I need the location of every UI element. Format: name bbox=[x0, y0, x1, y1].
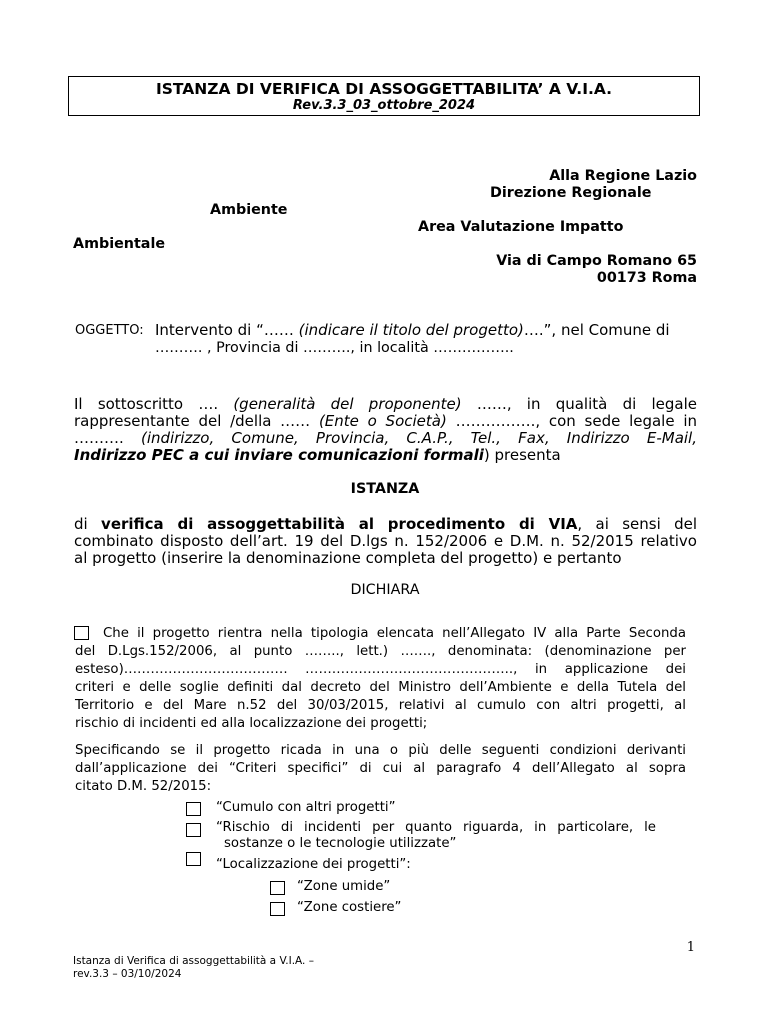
address-line-1: Alla Regione Lazio bbox=[549, 168, 697, 184]
criterio-cumulo-checkbox[interactable] bbox=[186, 802, 201, 816]
address-line-2: Direzione Regionale bbox=[490, 185, 652, 201]
proponente-line-3: ………. (indirizzo, Comune, Provincia, C.A.P., Tel., Fax, Indirizzo E-Mail, bbox=[74, 429, 697, 447]
criterio-localizzazione-label: “Localizzazione dei progetti”: bbox=[216, 857, 411, 872]
criterio-rischio-label-1: “Rischio di incidenti per quanto riguarda, in particolare, le bbox=[216, 820, 656, 835]
document-title: ISTANZA DI VERIFICA DI ASSOGGETTABILITA’ A V.I.A. bbox=[155, 80, 613, 98]
declaration-checkbox[interactable] bbox=[74, 626, 89, 640]
oggetto-line-1: Intervento di “…… (indicare il titolo del progetto)….”, nel Comune di bbox=[155, 321, 670, 339]
proponente-line-4: Indirizzo PEC a cui inviare comunicazioni formali) presenta bbox=[74, 446, 561, 464]
istanza-line-2: combinato disposto dell’art. 19 del D.lgs n. 152/2006 e D.M. n. 52/2015 relativo bbox=[74, 532, 697, 550]
istanza-line-3: al progetto (inserire la denominazione completa del progetto) e pertanto bbox=[74, 549, 622, 567]
zone-costiere-label: “Zone costiere” bbox=[297, 900, 402, 915]
footer-line-1: Istanza di Verifica di assoggettabilità a V.I.A. – bbox=[73, 955, 314, 967]
specificando-line-3: citato D.M. 52/2015: bbox=[75, 779, 212, 794]
criterio-rischio-checkbox[interactable] bbox=[186, 823, 201, 837]
address-line-4: Area Valutazione Impatto bbox=[418, 219, 624, 235]
address-line-3: Ambiente bbox=[210, 202, 288, 218]
criterio-rischio-label-2: sostanze o le tecnologie utilizzate” bbox=[224, 836, 457, 851]
document-revision: Rev.3.3_03_ottobre_2024 bbox=[292, 98, 476, 113]
declaration-line-5: Territorio e del Mare n.52 del 30/03/2015, relativi al cumulo con altri progetti, al bbox=[75, 698, 686, 713]
zone-umide-checkbox[interactable] bbox=[270, 881, 285, 895]
istanza-line-1: di verifica di assoggettabilità al procedimento di VIA, ai sensi del bbox=[74, 515, 698, 533]
zone-umide-label: “Zone umide” bbox=[297, 879, 391, 894]
declaration-line-1: Che il progetto rientra nella tipologia elencata nell’Allegato IV alla Parte Seconda bbox=[103, 626, 686, 641]
istanza-heading: ISTANZA bbox=[350, 481, 420, 497]
footer-line-2: rev.3.3 – 03/10/2024 bbox=[73, 968, 182, 980]
document-title-box bbox=[68, 76, 700, 116]
declaration-line-2: del D.Lgs.152/2006, al punto …….., lett.) ……., denominata: (denominazione per bbox=[75, 644, 686, 659]
declaration-line-3: esteso)………………………………. ……………………………………….., in applicazione dei bbox=[75, 662, 686, 677]
proponente-line-2: rappresentante del /della …… (Ente o Società) ……………., con sede legale in bbox=[74, 412, 697, 430]
criterio-localizzazione-checkbox[interactable] bbox=[186, 852, 201, 866]
specificando-line-2: dall’applicazione dei “Criteri specifici” di cui al paragrafo 4 dell’Allegato al sopra bbox=[75, 761, 686, 776]
criterio-cumulo-label: “Cumulo con altri progetti” bbox=[216, 800, 396, 815]
oggetto-line-2: ………. , Provincia di ………., in località …………….. bbox=[155, 340, 514, 356]
dichiara-heading: DICHIARA bbox=[350, 582, 420, 598]
declaration-line-4: criteri e delle soglie definiti dal decreto del Ministro dell’Ambiente e della Tutela del bbox=[75, 680, 686, 695]
proponente-line-1: Il sottoscritto …. (generalità del proponente) ……, in qualità di legale bbox=[74, 395, 697, 413]
zone-costiere-checkbox[interactable] bbox=[270, 902, 285, 916]
specificando-line-1: Specificando se il progetto ricada in una o più delle seguenti condizioni derivanti bbox=[75, 743, 686, 758]
oggetto-label: OGGETTO: bbox=[75, 323, 144, 338]
address-line-6: Via di Campo Romano 65 bbox=[496, 253, 697, 269]
declaration-line-6: rischio di incidenti ed alla localizzazione dei progetti; bbox=[75, 716, 428, 731]
address-line-5: Ambientale bbox=[73, 236, 166, 252]
page-number: 1 bbox=[686, 940, 695, 955]
address-line-7: 00173 Roma bbox=[596, 270, 697, 286]
